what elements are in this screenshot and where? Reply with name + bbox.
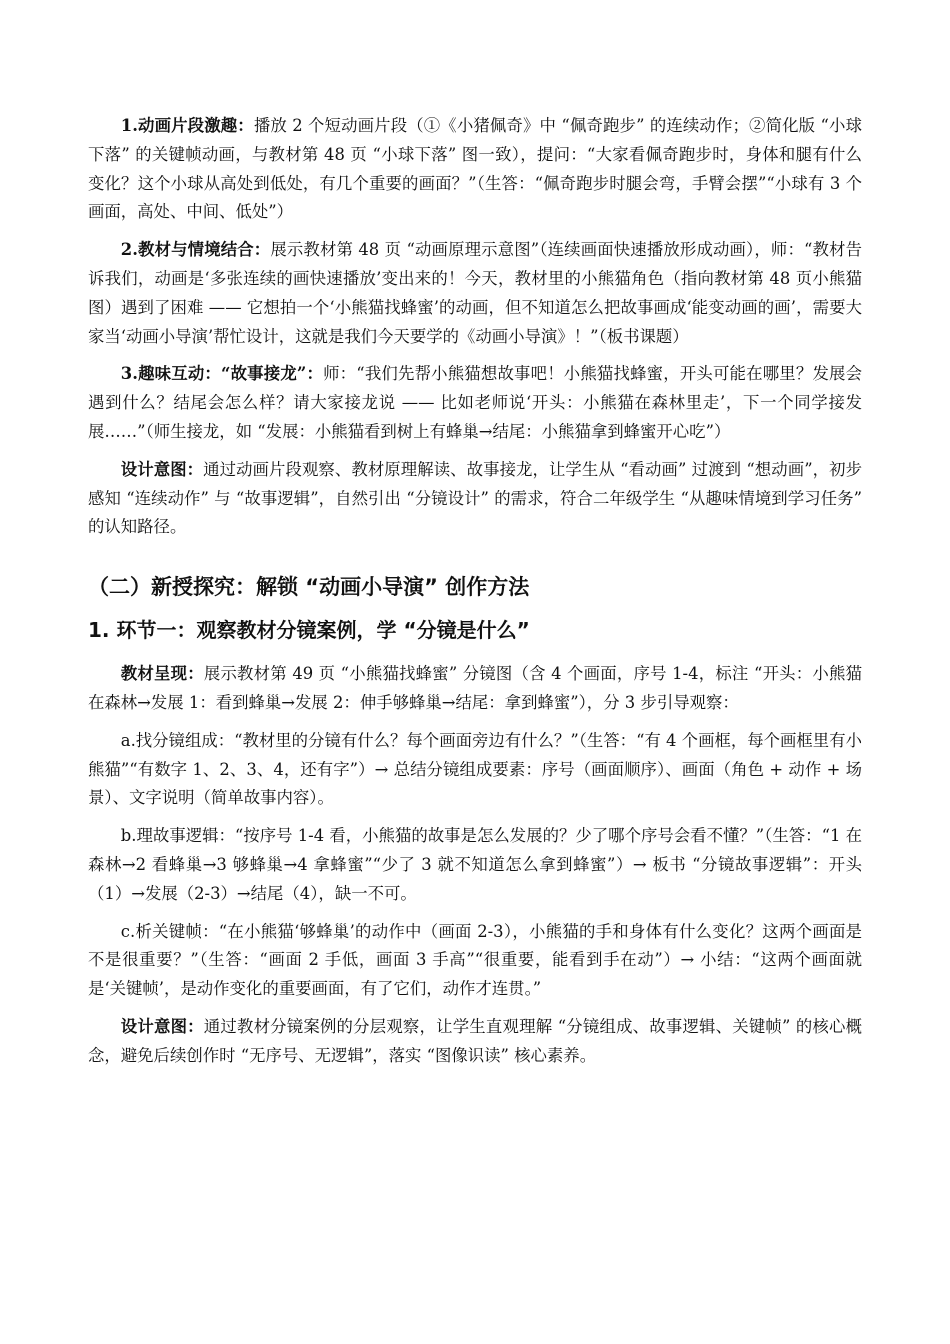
paragraph-lead: 教材呈现：: [120, 664, 204, 684]
paragraph-step-c: [88, 918, 862, 1004]
paragraph-lead: 2.教材与情境结合：: [120, 240, 271, 260]
paragraph-textbook-context: [88, 236, 862, 351]
paragraph-lead: 1.动画片段激趣：: [120, 116, 254, 135]
paragraph-text: 展示教材第 49 页 “小熊猫找蜂蜜” 分镜图（含 4 个画面，序号 1-4，标注 “开头：小熊猫在森林→发展 1：看到蜂巢→发展 2：伸手够蜂巢→结尾：拿到蜂蜜”），分 3 步引导观察：: [88, 664, 862, 712]
paragraph-text: 师：“我们先帮小熊猫想故事吧！小熊猫找蜂蜜，开头可能在哪里？发展会遇到什么？结尾会怎么样？请大家接龙说 —— 比如老师说‘开头：小熊猫在森林里走’，下一个同学接发展……”（师生接龙，如 “发展：小熊猫看到树上有蜂巢→结尾：小熊猫拿到蜂蜜开心吃”）: [88, 364, 862, 441]
paragraph-text: b.理故事逻辑：“按序号 1-4 看，小熊猫的故事是怎么发展的？少了哪个序号会看不懂？”（生答：“1 在森林→2 看蜂巢→3 够蜂巢→4 拿蜂蜜”“少了 3 就不知道怎么拿到蜂蜜”）→ 板书 “分镜故事逻辑”：开头（1）→发展（2-3）→结尾（4），缺一不可。: [88, 826, 862, 903]
paragraph-lead: 3.趣味互动：“故事接龙”：: [120, 364, 324, 384]
paragraph-text: c.析关键帧：“在小熊猫‘够蜂巢’的动作中（画面 2-3），小熊猫的手和身体有什么变化？这两个画面是不是很重要？”（生答：“画面 2 手低，画面 3 手高”“很重要，能看到手在动”）→ 小结：“这两个画面就是‘关键帧’，是动作变化的重要画面，有了它们，动作才连贯。”: [88, 921, 862, 999]
paragraph-design-intent-2: [88, 1013, 862, 1071]
paragraph-text: 展示教材第 48 页 “动画原理示意图”（连续画面快速播放形成动画），师：“教材告诉我们，动画是‘多张连续的画快速播放’变出来的！今天，教材里的小熊猫角色（指向教材第 48 页小熊猫图）遇到了困难 —— 它想拍一个‘小熊猫找蜂蜜’的动画，但不知道怎么把故事画成‘能变动画的画’，需要大家当‘动画小导演’帮忙设计，这就是我们今天要学的《动画小导演》！”（板书课题）: [88, 240, 862, 346]
section-heading: （二）新授探究：解锁 “动画小导演” 创作方法: [88, 575, 530, 600]
paragraph-textbook-presentation: [88, 660, 862, 718]
sub-heading: 1. 环节一：观察教材分镜案例，学 “分镜是什么”: [88, 618, 530, 643]
paragraph-step-b: [88, 822, 862, 908]
paragraph-story-relay: [88, 360, 862, 446]
document-body: [88, 112, 862, 1080]
paragraph-step-a: [88, 727, 862, 813]
paragraph-lead: 设计意图：: [120, 459, 204, 479]
paragraph-text: 通过动画片段观察、教材原理解读、故事接龙，让学生从 “看动画” 过渡到 “想动画”，初步感知 “连续动作” 与 “故事逻辑”，自然引出 “分镜设计” 的需求，符合二年级学生 “从趣味情境到学习任务” 的认知路径。: [88, 459, 862, 537]
paragraph-text: a.找分镜组成：“教材里的分镜有什么？每个画面旁边有什么？”（生答：“有 4 个画框，每个画框里有小熊猫”“有数字 1、2、3、4，还有字”）→ 总结分镜组成要素：序号（画面顺序）、画面（角色 + 动作 + 场景）、文字说明（简单故事内容）。: [88, 730, 862, 808]
paragraph-text: 通过教材分镜案例的分层观察，让学生直观理解 “分镜组成、故事逻辑、关键帧” 的核心概念，避免后续创作时 “无序号、无逻辑”，落实 “图像识读” 核心素养。: [88, 1016, 862, 1065]
paragraph-animation-intro: [88, 112, 862, 227]
paragraph-design-intent-1: [88, 456, 862, 542]
paragraph-text: 播放 2 个短动画片段（①《小猪佩奇》中 “佩奇跑步” 的连续动作；②简化版 “小球下落” 的关键帧动画，与教材第 48 页 “小球下落” 图一致），提问：“大家看佩奇跑步时，身体和腿有什么变化？这个小球从高处到低处，有几个重要的画面？”（生答：“佩奇跑步时腿会弯，手臂会摆”“小球有 3 个画面，高处、中间、低处”）: [88, 116, 862, 222]
paragraph-lead: 设计意图：: [120, 1016, 204, 1036]
